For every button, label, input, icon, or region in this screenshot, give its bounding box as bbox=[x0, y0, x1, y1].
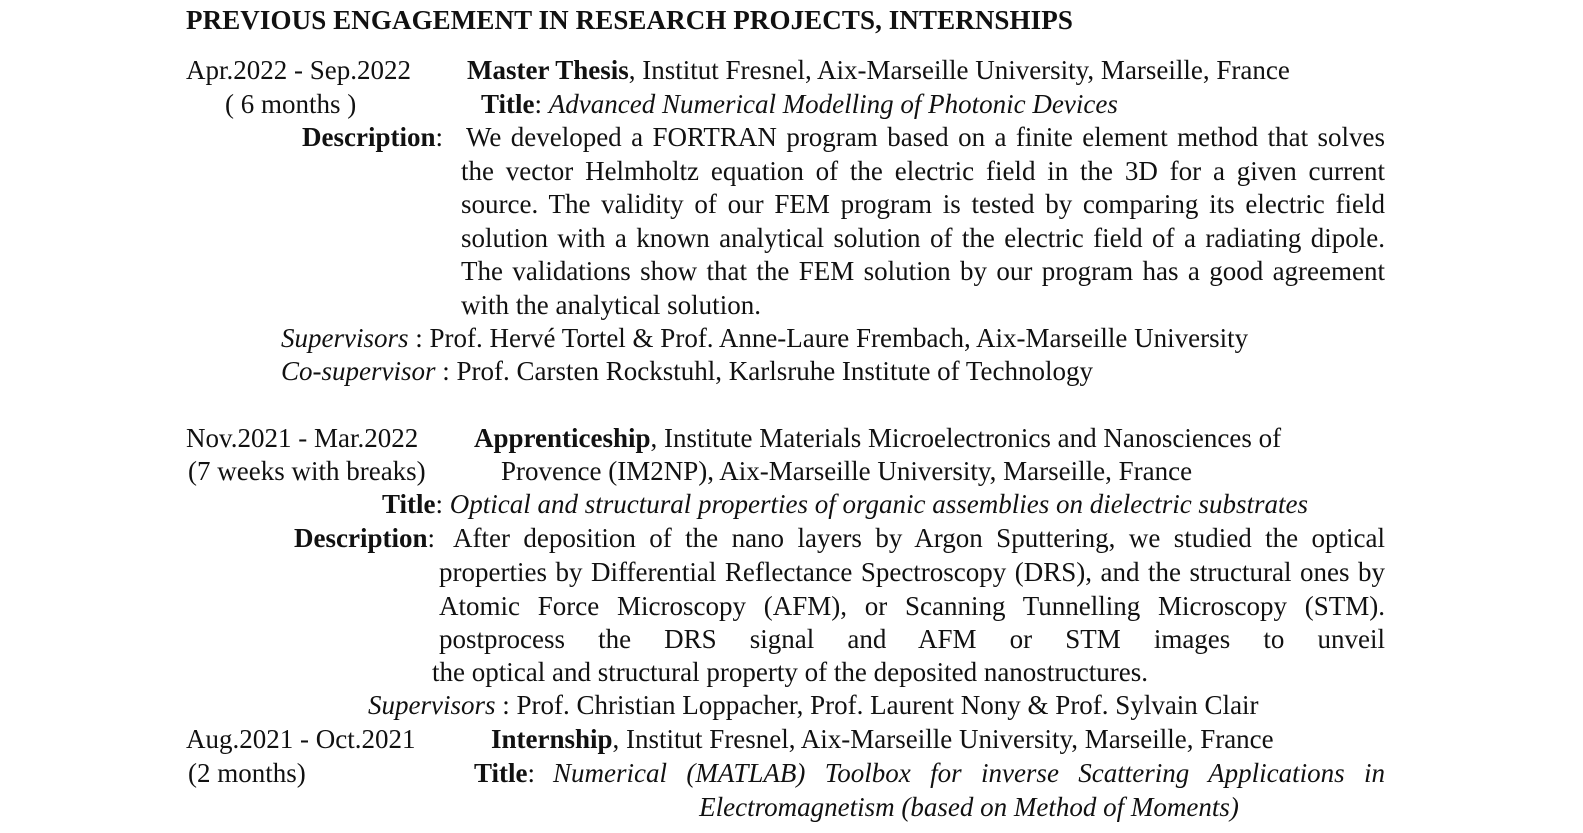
entry-heading bbox=[491, 723, 1274, 757]
entry-type: Internship bbox=[491, 724, 613, 754]
description-label-line bbox=[294, 522, 435, 556]
entry-heading bbox=[467, 54, 1290, 88]
title-label: Title bbox=[474, 758, 528, 788]
supervisors-line bbox=[281, 322, 1248, 356]
entry-org: , Institut Fresnel, Aix-Marseille University, Marseille, France bbox=[628, 55, 1290, 85]
supervisors-label: Supervisors bbox=[368, 690, 496, 720]
title-label: Title bbox=[382, 489, 436, 519]
title-sep: : bbox=[435, 489, 444, 519]
entry-type: Apprenticeship bbox=[474, 423, 651, 453]
entry-heading bbox=[474, 422, 1281, 456]
entry-title: Numerical (MATLAB) Toolbox for inverse Scattering Applications in Electromagnetism (based on Method of Moments) bbox=[553, 758, 1385, 822]
description-label: Description bbox=[302, 122, 436, 152]
supervisors: : Prof. Christian Loppacher, Prof. Laurent Nony & Prof. Sylvain Clair bbox=[495, 690, 1259, 720]
entry-duration: (7 weeks with breaks) bbox=[188, 456, 426, 486]
entry-duration: (2 months) bbox=[188, 758, 306, 788]
entry-dates: Nov.2021 - Mar.2022 bbox=[186, 423, 419, 453]
description-sep: : bbox=[435, 122, 443, 152]
cosupervisor-line bbox=[281, 355, 1093, 389]
supervisors-line bbox=[368, 689, 1259, 723]
description-label: Description bbox=[294, 523, 428, 553]
title-sep: : bbox=[527, 758, 536, 788]
cosupervisor-label: Co-supervisor bbox=[281, 356, 436, 386]
entry-org-continued: Provence (IM2NP), Aix-Marseille University, Marseille, France bbox=[501, 456, 1193, 486]
entry-dates: Apr.2022 - Sep.2022 bbox=[186, 55, 411, 85]
supervisors-label: Supervisors bbox=[281, 323, 409, 353]
entry-title-line bbox=[481, 88, 1118, 122]
entry-org: , Institut Fresnel, Aix-Marseille University, Marseille, France bbox=[612, 724, 1274, 754]
entry-title-line bbox=[382, 488, 1308, 522]
entry-description-last-line: the optical and structural property of the deposited nanostructures. bbox=[432, 657, 1149, 687]
title-label: Title bbox=[481, 89, 535, 119]
entry-dates: Aug.2021 - Oct.2021 bbox=[186, 724, 416, 754]
entry-type: Master Thesis bbox=[467, 55, 629, 85]
description-sep: : bbox=[427, 523, 435, 553]
entry-description: We developed a FORTRAN program based on a finite element method that solves the vector Helmholtz equation of the electric field in the 3D for a given current source. The validity of our FEM program is tested by comparing its electric field solution with a known analytical solution of the electric field of a radiating dipole. The validations show that the FEM solution by our program has a good agreement with the analytical solution. bbox=[461, 122, 1385, 320]
description-label-line bbox=[302, 121, 443, 155]
entry-org: , Institute Materials Microelectronics and Nanosciences of bbox=[650, 423, 1282, 453]
entry-duration: ( 6 months ) bbox=[225, 89, 357, 119]
title-label-line bbox=[474, 757, 535, 791]
cosupervisor: : Prof. Carsten Rockstuhl, Karlsruhe Institute of Technology bbox=[435, 356, 1094, 386]
section-heading: PREVIOUS ENGAGEMENT IN RESEARCH PROJECTS, INTERNSHIPS bbox=[186, 5, 1073, 35]
entry-title: Optical and structural properties of organic assemblies on dielectric substrates bbox=[449, 489, 1308, 519]
entry-title: Advanced Numerical Modelling of Photonic Devices bbox=[548, 89, 1118, 119]
supervisors: : Prof. Hervé Tortel & Prof. Anne-Laure Frembach, Aix-Marseille University bbox=[408, 323, 1249, 353]
title-sep: : bbox=[534, 89, 543, 119]
entry-description: properties by Differential Reflectance Spectroscopy (DRS), and the structural ones by Atomic Force Microscopy (AFM), or Scanning Tunnelling Microscopy (STM). postprocess the DRS signal and AFM or STM images to unveil bbox=[439, 557, 1385, 654]
entry-description-first-line: After deposition of the nano layers by Argon Sputtering, we studied the optical bbox=[453, 523, 1385, 553]
